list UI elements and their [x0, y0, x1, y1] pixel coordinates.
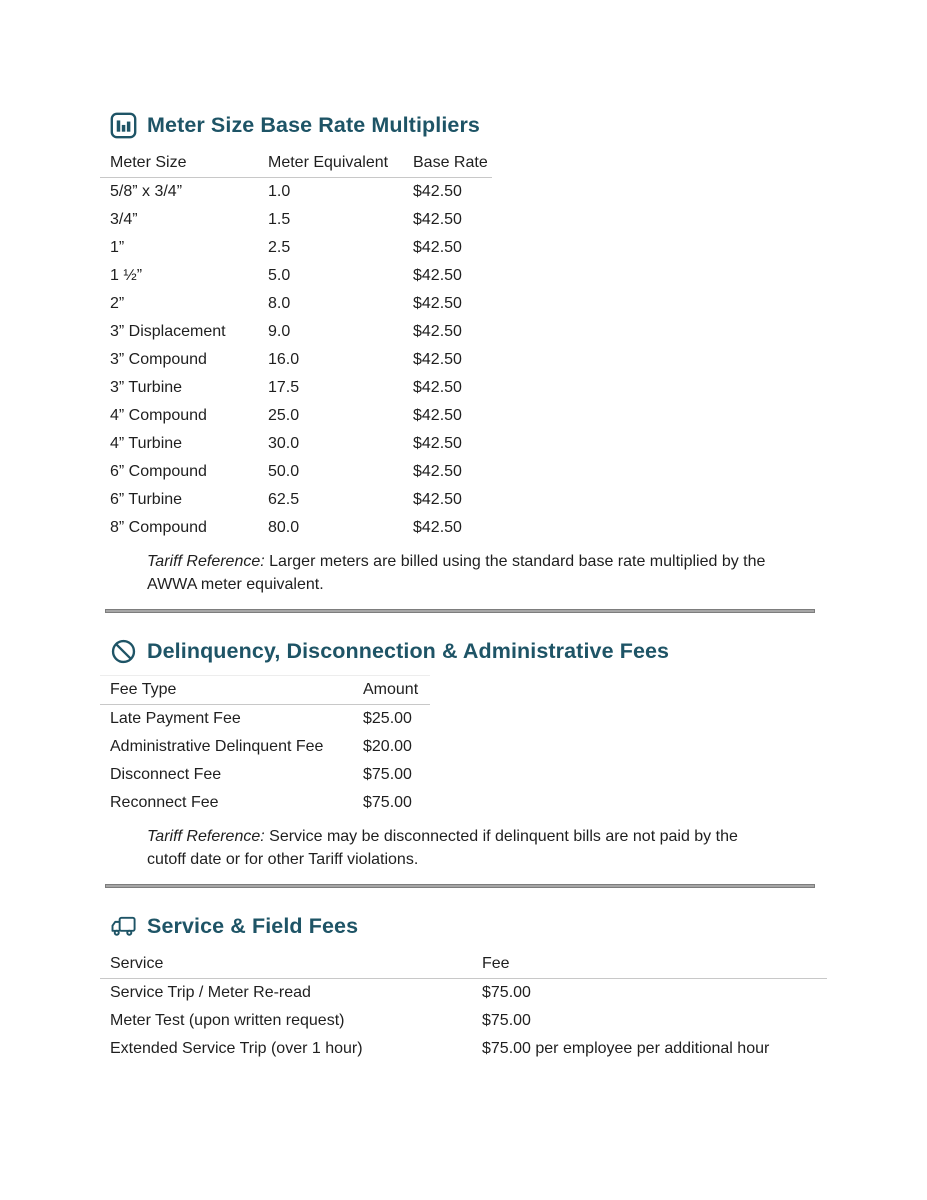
table-row — [100, 178, 492, 207]
table-row — [100, 430, 492, 458]
table-cell: $75.00 — [363, 794, 412, 811]
table-row — [100, 290, 492, 318]
column-header: Meter Equivalent — [268, 154, 389, 171]
section-divider — [105, 609, 815, 613]
section-divider — [105, 884, 815, 888]
table-row — [100, 1007, 827, 1035]
column-header: Base Rate — [413, 154, 488, 171]
table-cell: 6” Turbine — [110, 491, 183, 508]
table-cell: 2” — [110, 295, 125, 312]
table-header-row — [100, 149, 492, 178]
table-cell: 9.0 — [268, 323, 291, 340]
table-header — [100, 149, 492, 178]
tariff-reference-note — [147, 826, 781, 871]
column-header: Service — [110, 955, 164, 972]
table-cell: $42.50 — [413, 183, 462, 200]
table-cell: $42.50 — [413, 407, 462, 424]
table-cell: Late Payment Fee — [110, 710, 241, 727]
table-cell: Extended Service Trip (over 1 hour) — [110, 1040, 363, 1057]
table-cell: 1.0 — [268, 183, 291, 200]
table-cell: 3/4” — [110, 211, 138, 228]
section-heading-service-fees — [110, 913, 827, 940]
note-label: Tariff Reference: — [147, 828, 265, 845]
column-header: Meter Size — [110, 154, 187, 171]
table-cell: $42.50 — [413, 239, 462, 256]
bar-chart-icon — [110, 112, 137, 139]
table-cell: $42.50 — [413, 351, 462, 368]
section-heading-delinquency-fees — [110, 638, 827, 665]
table-cell: $42.50 — [413, 379, 462, 396]
table-row — [100, 979, 827, 1008]
table-row — [100, 1035, 827, 1063]
table-header-row — [100, 950, 827, 979]
note-text: Larger meters are billed using the standard base rate multiplied by the AWWA meter equivalent. — [147, 553, 766, 593]
table-cell: Disconnect Fee — [110, 766, 222, 783]
table-cell: 80.0 — [268, 519, 300, 536]
note-text: Service may be disconnected if delinquent bills are not paid by the cutoff date or for other Tariff violations. — [147, 828, 738, 868]
table-row — [100, 234, 492, 262]
table-cell: $42.50 — [413, 211, 462, 228]
table-row — [100, 374, 492, 402]
table-cell: 50.0 — [268, 463, 300, 480]
table-cell: $25.00 — [363, 710, 412, 727]
table-cell: 4” Compound — [110, 407, 207, 424]
table-cell: $42.50 — [413, 491, 462, 508]
table-cell: $42.50 — [413, 295, 462, 312]
table-header — [100, 950, 827, 979]
table-cell: $42.50 — [413, 519, 462, 536]
table-cell: $20.00 — [363, 738, 412, 755]
prohibition-icon — [110, 638, 137, 665]
table-row — [100, 402, 492, 430]
table-row — [100, 458, 492, 486]
section-title: Meter Size Base Rate Multipliers — [147, 113, 480, 137]
table-row — [100, 318, 492, 346]
table-cell: 5/8” x 3/4” — [110, 183, 183, 200]
table-cell: $75.00 — [482, 1012, 531, 1029]
delinquency-fees-table — [100, 675, 430, 817]
table-row — [100, 514, 492, 542]
table-cell: 3” Compound — [110, 351, 207, 368]
table-cell: 5.0 — [268, 267, 291, 284]
truck-icon — [110, 913, 137, 940]
table-cell: 62.5 — [268, 491, 300, 508]
table-row — [100, 262, 492, 290]
table-cell: $42.50 — [413, 463, 462, 480]
table-row — [100, 705, 430, 734]
table-body — [100, 178, 492, 543]
table-cell: $42.50 — [413, 323, 462, 340]
meter-multipliers-table — [100, 149, 492, 542]
table-cell: 6” Compound — [110, 463, 207, 480]
section-title: Service & Field Fees — [147, 914, 359, 938]
table-cell: $75.00 per employee per additional hour — [482, 1040, 770, 1057]
table-cell: Reconnect Fee — [110, 794, 219, 811]
table-body — [100, 979, 827, 1064]
table-cell: $75.00 — [363, 766, 412, 783]
table-row — [100, 346, 492, 374]
table-cell: Meter Test (upon written request) — [110, 1012, 345, 1029]
tariff-reference-note — [147, 551, 781, 596]
table-row — [100, 733, 430, 761]
table-cell: 16.0 — [268, 351, 300, 368]
table-cell: 3” Displacement — [110, 323, 226, 340]
table-cell: 8” Compound — [110, 519, 207, 536]
service-fees-table — [100, 950, 827, 1063]
table-row — [100, 486, 492, 514]
table-cell: 25.0 — [268, 407, 300, 424]
table-cell: 1.5 — [268, 211, 291, 228]
table-cell: 3” Turbine — [110, 379, 183, 396]
section-title: Delinquency, Disconnection & Administrative Fees — [147, 639, 670, 663]
table-body — [100, 705, 430, 818]
table-cell: 8.0 — [268, 295, 291, 312]
section-heading-meter-multipliers — [110, 112, 827, 139]
table-cell: 1” — [110, 239, 125, 256]
table-cell: 2.5 — [268, 239, 291, 256]
table-cell: 30.0 — [268, 435, 300, 452]
table-header-row — [100, 676, 430, 705]
column-header: Amount — [363, 681, 419, 698]
table-cell: 1 ½” — [110, 267, 143, 284]
table-cell: $75.00 — [482, 984, 531, 1001]
table-header — [100, 676, 430, 705]
table-cell: Administrative Delinquent Fee — [110, 738, 324, 755]
table-cell: 4” Turbine — [110, 435, 183, 452]
table-cell: Service Trip / Meter Re-read — [110, 984, 311, 1001]
column-header: Fee — [482, 955, 510, 972]
table-cell: 17.5 — [268, 379, 300, 396]
column-header: Fee Type — [110, 681, 177, 698]
table-cell: $42.50 — [413, 267, 462, 284]
table-row — [100, 789, 430, 817]
note-label: Tariff Reference: — [147, 553, 265, 570]
table-row — [100, 761, 430, 789]
table-row — [100, 206, 492, 234]
table-cell: $42.50 — [413, 435, 462, 452]
